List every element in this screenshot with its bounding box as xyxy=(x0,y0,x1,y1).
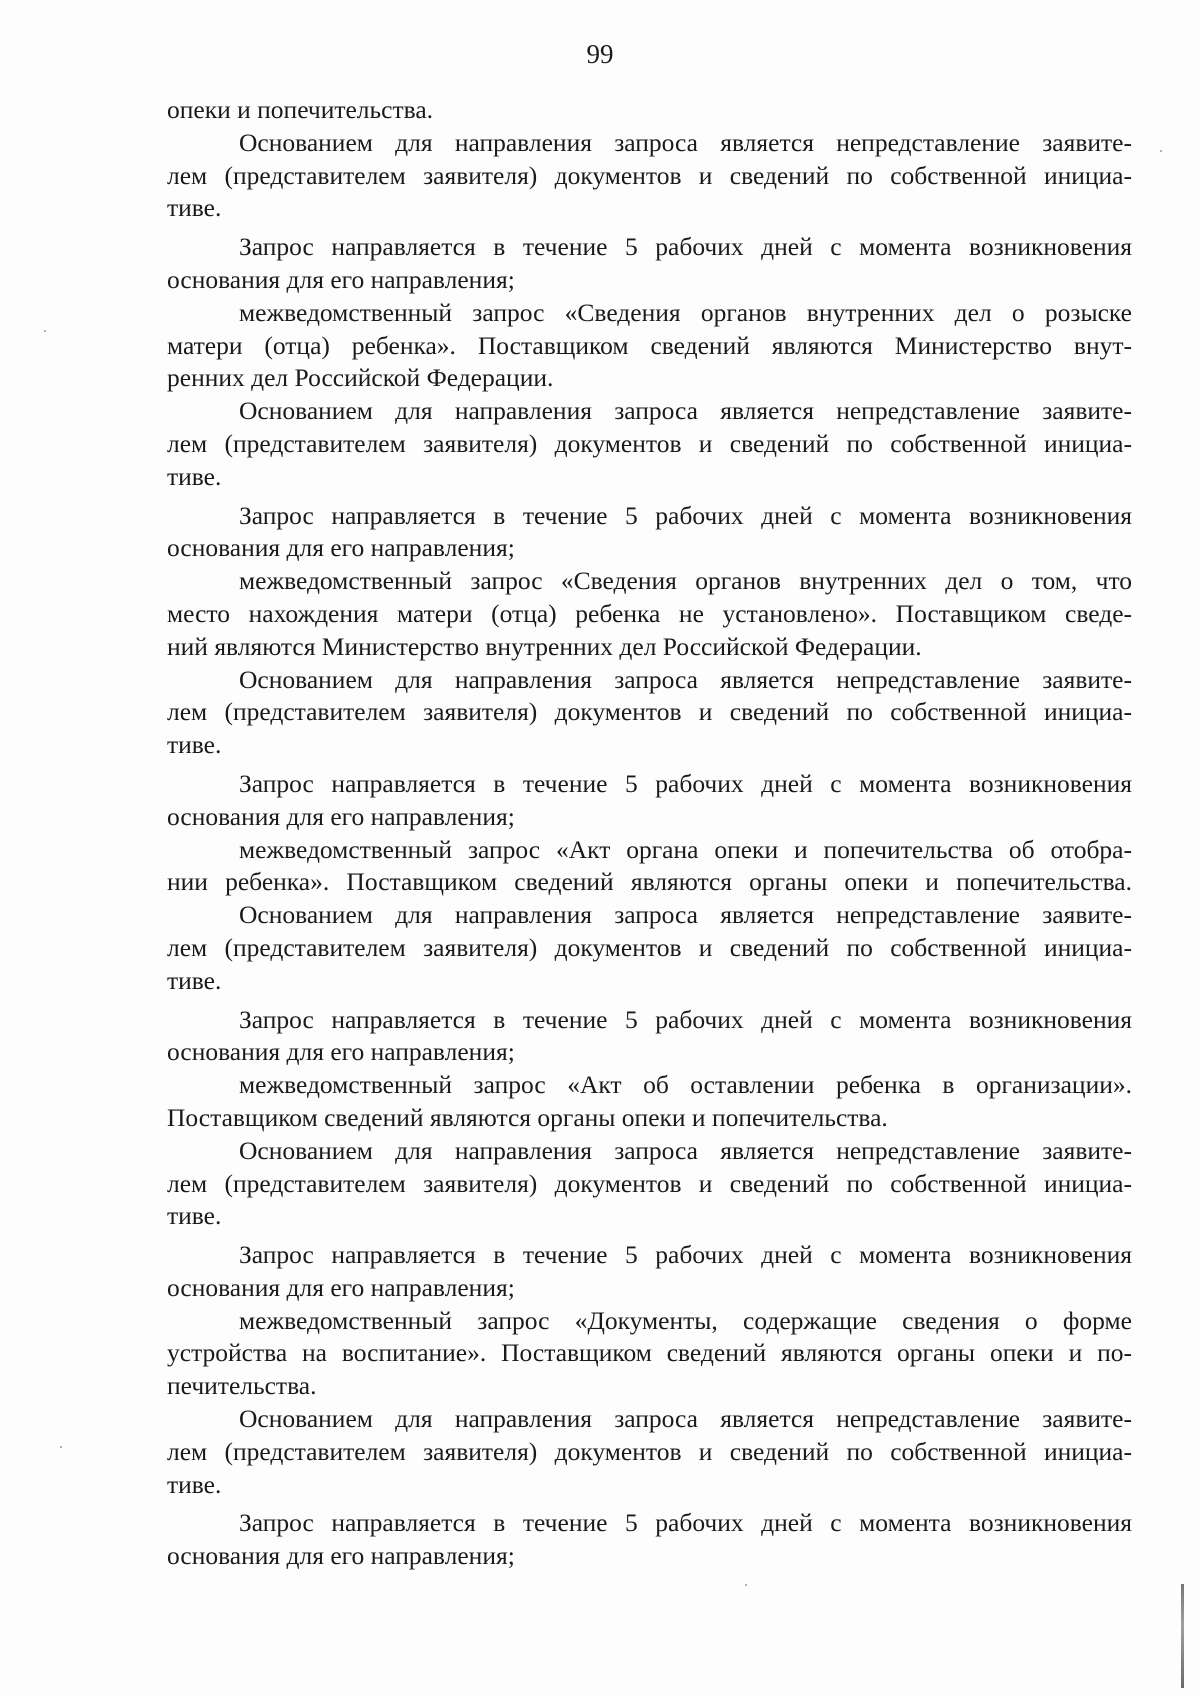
text-line: ний являются Министерство внутренних дел Российской Федерации. xyxy=(167,631,922,661)
text-line: нии ребенка». Поставщиком сведений являются органы опеки и попечительства. xyxy=(167,867,1132,897)
text-line: тиве. xyxy=(167,461,222,491)
text-line: тиве. xyxy=(167,730,222,760)
text-line: тиве. xyxy=(167,193,222,223)
scan-speck xyxy=(60,1446,62,1448)
text-line: место нахождения матери (отца) ребенка не установлено». Поставщиком сведе- xyxy=(167,598,1132,628)
scan-speck xyxy=(745,1584,747,1586)
text-line: основания для его направления; xyxy=(167,1037,515,1067)
text-line: Основанием для направления запроса является непредставление заявите- xyxy=(239,127,1132,157)
text-line: Запрос направляется в течение 5 рабочих дней с момента возникновения xyxy=(239,1240,1132,1270)
text-line: Основанием для направления запроса является непредставление заявите- xyxy=(239,664,1132,694)
text-line: Основанием для направления запроса является непредставление заявите- xyxy=(239,900,1132,930)
text-line: лем (представителем заявителя) документов и сведений по собственной инициа- xyxy=(167,428,1132,458)
text-line: межведомственный запрос «Акт органа опеки и попечительства об отобра- xyxy=(239,834,1132,864)
text-line: Запрос направляется в течение 5 рабочих дней с момента возникновения xyxy=(239,500,1132,530)
text-line: Запрос направляется в течение 5 рабочих дней с момента возникновения xyxy=(239,232,1132,262)
text-line: Основанием для направления запроса является непредставление заявите- xyxy=(239,1404,1132,1434)
text-line: Основанием для направления запроса является непредставление заявите- xyxy=(239,396,1132,426)
text-line: лем (представителем заявителя) документов и сведений по собственной инициа- xyxy=(167,932,1132,962)
text-line: опеки и попечительства. xyxy=(167,95,434,124)
text-line: лем (представителем заявителя) документов и сведений по собственной инициа- xyxy=(167,1436,1132,1466)
text-line: межведомственный запрос «Акт об оставлении ребенка в организации». xyxy=(239,1070,1132,1100)
text-line: матери (отца) ребенка». Поставщиком сведений являются Министерство внут- xyxy=(167,330,1132,360)
scan-speck xyxy=(1160,150,1162,152)
scan-speck xyxy=(44,330,46,332)
text-line: Поставщиком сведений являются органы опеки и попечительства. xyxy=(167,1102,888,1132)
text-line: печительства. xyxy=(167,1371,317,1401)
text-line: межведомственный запрос «Сведения органов внутренних дел о том, что xyxy=(239,566,1132,596)
scan-edge-mark xyxy=(1181,1584,1184,1688)
body-text xyxy=(167,94,1132,1573)
text-line: устройства на воспитание». Поставщиком сведений являются органы опеки и по- xyxy=(167,1338,1132,1368)
text-line: лем (представителем заявителя) документов и сведений по собственной инициа- xyxy=(167,160,1132,190)
text-line: тиве. xyxy=(167,1469,222,1499)
page-number: 99 xyxy=(586,39,614,69)
text-line: межведомственный запрос «Документы, содержащие сведения о форме xyxy=(239,1305,1132,1335)
text-line: лем (представителем заявителя) документов и сведений по собственной инициа- xyxy=(167,1168,1132,1198)
text-line: основания для его направления; xyxy=(167,801,515,831)
text-line: основания для его направления; xyxy=(167,533,515,563)
text-line: межведомственный запрос «Сведения органов внутренних дел о розыске xyxy=(239,297,1132,327)
text-line: основания для его направления; xyxy=(167,1272,515,1302)
text-line: Запрос направляется в течение 5 рабочих дней с момента возникновения xyxy=(239,1004,1132,1034)
text-line: Запрос направляется в течение 5 рабочих дней с момента возникновения xyxy=(239,768,1132,798)
text-line: ренних дел Российской Федерации. xyxy=(167,363,554,393)
text-line: Запрос направляется в течение 5 рабочих дней с момента возникновения xyxy=(239,1508,1132,1538)
text-line: Основанием для направления запроса является непредставление заявите- xyxy=(239,1135,1132,1165)
text-line: тиве. xyxy=(167,1201,222,1231)
text-line: основания для его направления; xyxy=(167,264,515,294)
text-line: лем (представителем заявителя) документов и сведений по собственной инициа- xyxy=(167,697,1132,727)
text-line: основания для его направления; xyxy=(167,1541,515,1571)
text-line: тиве. xyxy=(167,965,222,995)
